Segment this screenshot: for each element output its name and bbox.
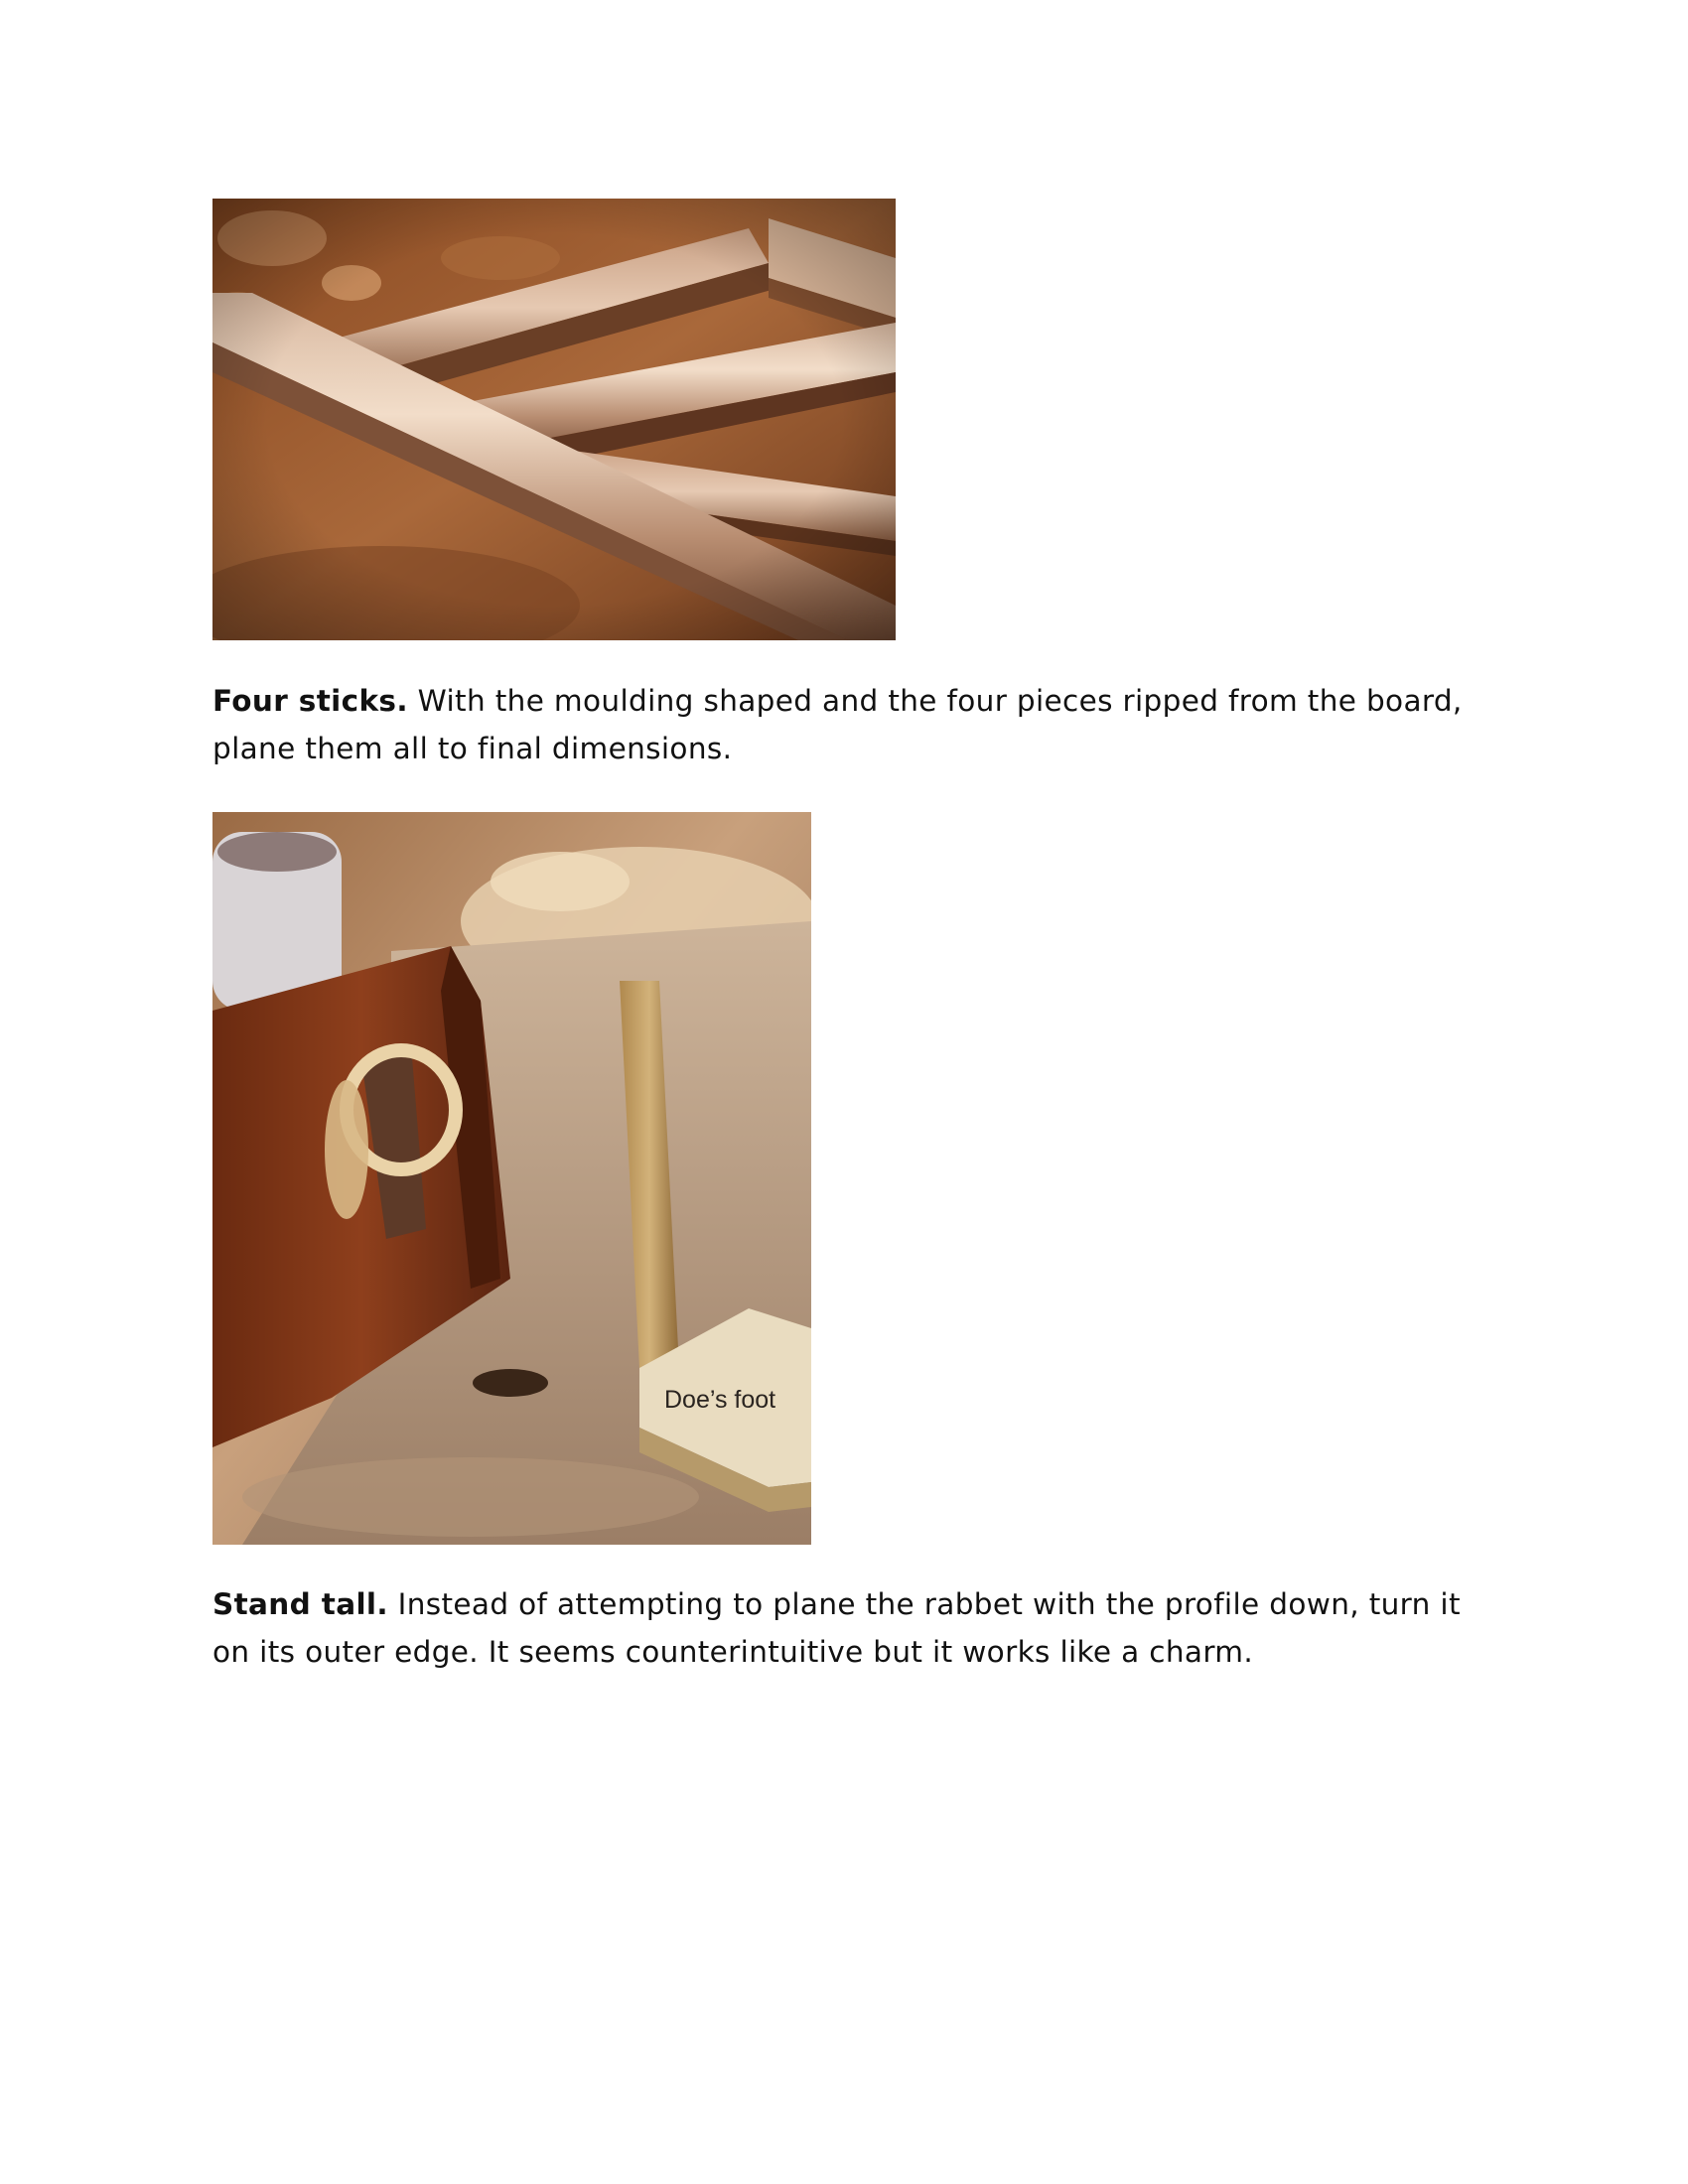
caption-text-four-sticks: With the moulding shaped and the four pieces ripped from the board, plane them all to final dimensions.: [212, 684, 1463, 765]
figure-caption-four-sticks: [212, 677, 1503, 772]
figure-caption-stand-tall: [212, 1580, 1503, 1676]
caption-lead-stand-tall: Stand tall.: [212, 1587, 388, 1621]
photo-inset-label-does-foot: Doe’s foot: [664, 1386, 776, 1414]
moulding-sticks-photo: [212, 199, 896, 640]
caption-lead-four-sticks: Four sticks.: [212, 684, 408, 718]
caption-text-stand-tall: Instead of attempting to plane the rabbet with the profile down, turn it on its outer edge. It seems counterintuitive but it works like a charm.: [212, 1587, 1461, 1669]
plane-on-edge-photo: [212, 812, 811, 1545]
